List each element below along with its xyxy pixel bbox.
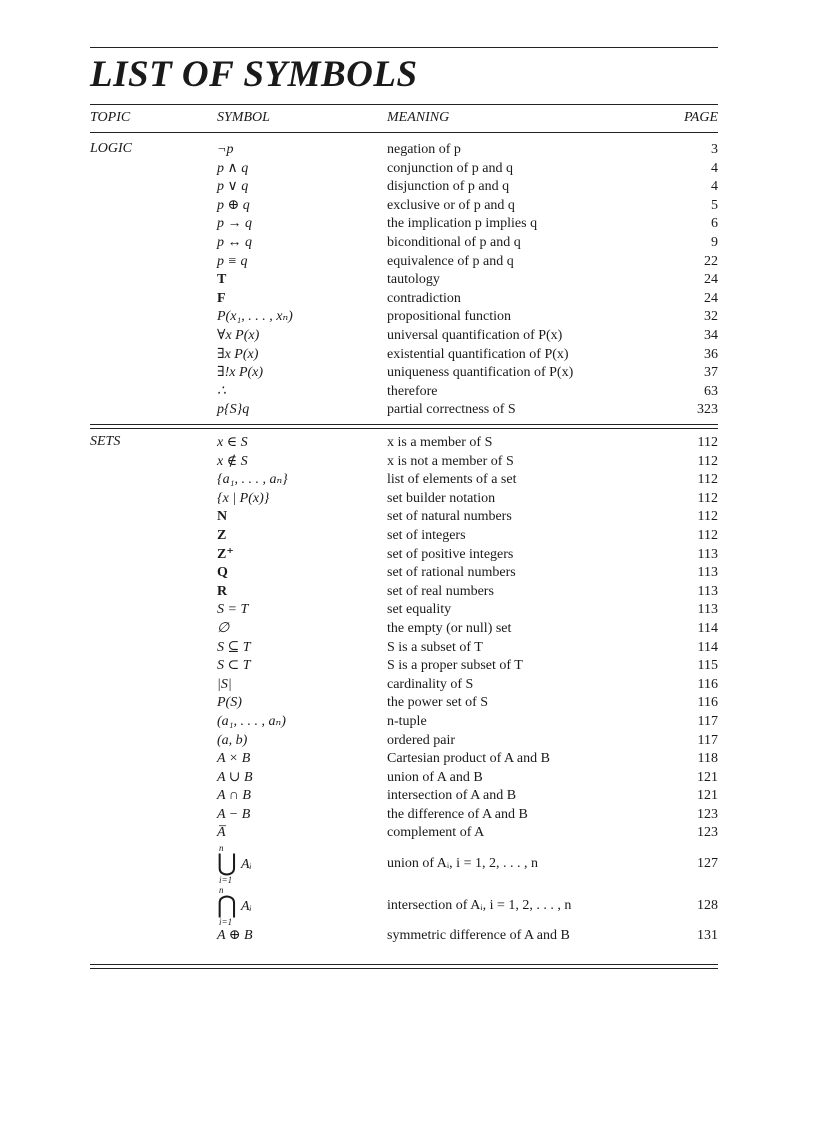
page-cell: 112 — [697, 490, 718, 506]
table-row — [90, 927, 718, 947]
table-row — [90, 327, 718, 346]
meaning-cell: union of Aᵢ, i = 1, 2, . . . , n — [387, 856, 538, 871]
page-cell: 118 — [697, 751, 718, 767]
symbol-cell: Z — [217, 527, 227, 543]
page-cell: 115 — [697, 658, 718, 674]
big-union-upper: n — [219, 843, 224, 853]
meaning-cell: partial correctness of S — [387, 402, 516, 418]
topic-label-sets: SETS — [90, 434, 121, 449]
meaning-cell: disjunction of p and q — [387, 179, 510, 195]
big-intersection-operand: Aᵢ — [241, 899, 252, 914]
meaning-cell: the difference of A and B — [387, 806, 528, 822]
symbol-cell: A ∪ B — [217, 769, 253, 785]
symbol-cell: p ⊕ q — [217, 197, 250, 213]
symbol-cell: A ⊕ B — [217, 928, 253, 943]
sets-rows — [90, 434, 718, 843]
meaning-cell: complement of A — [387, 825, 485, 841]
table-row — [90, 806, 718, 825]
symbol-cell: p ∧ q — [217, 160, 249, 176]
header-rule — [90, 132, 718, 133]
big-union-lower: i=1 — [219, 875, 233, 885]
meaning-cell: the power set of S — [387, 695, 489, 711]
symbol-cell: R — [217, 583, 228, 599]
table-row — [90, 197, 718, 216]
meaning-cell: set builder notation — [387, 490, 496, 506]
top-rule — [90, 47, 718, 48]
page-cell: 114 — [697, 620, 718, 636]
symbol-cell: x ∉ S — [217, 453, 248, 469]
symbol-cell: ∃x P(x) — [217, 346, 259, 362]
table-row — [90, 639, 718, 658]
symbol-cell: ∀x P(x) — [217, 327, 260, 343]
symbol-cell: S = T — [217, 602, 249, 618]
page-cell: 113 — [697, 565, 718, 581]
table-row — [90, 546, 718, 565]
meaning-cell: S is a proper subset of T — [387, 658, 523, 674]
table-row — [90, 434, 718, 453]
symbol-cell: ¬p — [217, 142, 234, 157]
page-cell: 113 — [697, 583, 718, 599]
table-row — [90, 346, 718, 365]
meaning-cell: universal quantification of P(x) — [387, 327, 563, 343]
table-row — [90, 290, 718, 309]
symbol-cell: T — [217, 272, 227, 288]
meaning-cell: x is a member of S — [387, 435, 493, 450]
table-row — [90, 160, 718, 179]
meaning-cell: set of integers — [387, 527, 466, 543]
page-cell: 112 — [697, 509, 718, 525]
meaning-cell: equivalence of p and q — [387, 253, 514, 269]
page-cell: 5 — [711, 197, 718, 213]
sets-bigop-rows — [90, 843, 718, 947]
table-row — [90, 508, 718, 527]
meaning-cell: list of elements of a set — [387, 472, 517, 488]
symbol-cell: Q — [217, 565, 228, 581]
meaning-cell: S is a subset of T — [387, 639, 483, 655]
page-cell: 3 — [711, 142, 718, 157]
table-row — [90, 601, 718, 620]
symbol-cell: p ∨ q — [217, 179, 249, 195]
symbol-cell: {x | P(x)} — [217, 490, 270, 506]
table-row — [90, 527, 718, 546]
table-row — [90, 471, 718, 490]
meaning-cell: set of real numbers — [387, 583, 494, 599]
symbol-cell: A̅ — [217, 825, 226, 841]
page-cell: 128 — [697, 898, 718, 913]
big-union-symbol — [217, 843, 257, 885]
table-row — [90, 215, 718, 234]
title-rule — [90, 104, 718, 105]
page-cell: 63 — [704, 383, 718, 399]
table-row — [90, 732, 718, 751]
table-row — [90, 824, 718, 843]
symbol-cell: S ⊆ T — [217, 639, 251, 655]
table-row — [90, 271, 718, 290]
table-row — [90, 234, 718, 253]
symbol-cell: A ∩ B — [217, 788, 251, 804]
meaning-cell: union of A and B — [387, 769, 483, 785]
symbol-cell: P(x₁, . . . , xₙ) — [217, 309, 293, 325]
table-row — [90, 583, 718, 602]
big-union-operand: Aᵢ — [241, 857, 252, 872]
page-cell: 36 — [704, 346, 718, 362]
page-cell: 37 — [704, 365, 718, 381]
big-union-glyph: ⋃ — [217, 851, 237, 877]
big-intersection-upper: n — [219, 885, 224, 895]
meaning-cell: cardinality of S — [387, 676, 474, 692]
header-topic: TOPIC — [90, 110, 131, 125]
header-page: PAGE — [684, 110, 718, 125]
meaning-cell: biconditional of p and q — [387, 234, 521, 250]
table-row — [90, 178, 718, 197]
symbol-cell: (a, b) — [217, 732, 248, 748]
meaning-cell: propositional function — [387, 309, 512, 325]
table-row — [90, 885, 718, 927]
meaning-cell: tautology — [387, 272, 440, 288]
symbol-cell: F — [217, 290, 226, 306]
page-cell: 123 — [697, 806, 718, 822]
big-intersection-glyph: ⋂ — [217, 893, 237, 919]
symbol-cell: A × B — [217, 751, 251, 767]
symbol-cell: A − B — [217, 806, 251, 822]
table-row — [90, 620, 718, 639]
table-row — [90, 490, 718, 509]
symbol-cell: p ↔ q — [217, 234, 252, 250]
table-row — [90, 383, 718, 402]
table-row — [90, 769, 718, 788]
meaning-cell: conjunction of p and q — [387, 160, 513, 176]
page-cell: 121 — [697, 769, 718, 785]
page-cell: 112 — [697, 472, 718, 488]
meaning-cell: set of natural numbers — [387, 509, 512, 525]
page-cell: 4 — [711, 179, 718, 195]
big-intersection-symbol — [217, 885, 257, 927]
page-cell: 113 — [697, 602, 718, 618]
table-row — [90, 253, 718, 272]
page-title: LIST OF SYMBOLS — [90, 54, 418, 95]
table-row — [90, 787, 718, 806]
table-row — [90, 676, 718, 695]
page-cell: 112 — [697, 435, 718, 450]
table-row — [90, 564, 718, 583]
page-cell: 112 — [697, 453, 718, 469]
symbol-cell: S ⊂ T — [217, 658, 251, 674]
meaning-cell: intersection of A and B — [387, 788, 517, 804]
symbol-cell: x ∈ S — [217, 435, 248, 450]
table-row — [90, 141, 718, 160]
big-intersection-lower: i=1 — [219, 917, 233, 927]
meaning-cell: set of rational numbers — [387, 565, 516, 581]
symbol-cell: P(S) — [217, 695, 242, 711]
symbol-cell: ∴ — [217, 383, 226, 399]
table-row — [90, 401, 718, 420]
page-cell: 24 — [704, 272, 718, 288]
bottom-rule — [90, 964, 718, 965]
page-cell: 32 — [704, 309, 718, 325]
meaning-cell: the implication p implies q — [387, 216, 538, 232]
page-cell: 323 — [697, 402, 718, 418]
table-row — [90, 364, 718, 383]
table-header — [90, 107, 718, 131]
table-row — [90, 750, 718, 769]
page-cell: 112 — [697, 527, 718, 543]
section-divider — [90, 424, 718, 425]
logic-rows — [90, 141, 718, 420]
page-cell: 34 — [704, 327, 718, 343]
meaning-cell: x is not a member of S — [387, 453, 514, 469]
symbol-cell: Z⁺ — [217, 546, 234, 562]
page-cell: 121 — [697, 788, 718, 804]
meaning-cell: Cartesian product of A and B — [387, 751, 550, 767]
page-cell: 113 — [697, 546, 718, 562]
page-cell: 117 — [697, 732, 718, 748]
meaning-cell: set equality — [387, 602, 452, 618]
meaning-cell: negation of p — [387, 142, 461, 157]
meaning-cell: set of positive integers — [387, 546, 514, 562]
page-cell: 24 — [704, 290, 718, 306]
table-row — [90, 694, 718, 713]
page-cell: 117 — [697, 713, 718, 729]
symbol-cell: ∅ — [217, 620, 230, 636]
page-cell: 22 — [704, 253, 718, 269]
page-cell: 4 — [711, 160, 718, 176]
page-cell: 116 — [697, 695, 718, 711]
meaning-cell: n-tuple — [387, 713, 427, 729]
table-row — [90, 713, 718, 732]
page-cell: 131 — [697, 928, 718, 943]
meaning-cell: therefore — [387, 383, 438, 399]
symbol-cell: |S| — [217, 676, 232, 692]
meaning-cell: the empty (or null) set — [387, 620, 512, 636]
table-row — [90, 843, 718, 885]
meaning-cell: exclusive or of p and q — [387, 197, 515, 213]
symbol-cell: (a₁, . . . , aₙ) — [217, 713, 286, 729]
page-cell: 114 — [697, 639, 718, 655]
page-cell: 116 — [697, 676, 718, 692]
meaning-cell: uniqueness quantification of P(x) — [387, 365, 574, 381]
table-row — [90, 657, 718, 676]
symbol-cell: p → q — [217, 216, 252, 232]
page-cell: 123 — [697, 825, 718, 841]
meaning-cell: existential quantification of P(x) — [387, 346, 569, 362]
symbol-cell: p ≡ q — [217, 253, 248, 269]
symbol-cell: N — [217, 509, 228, 525]
symbol-cell: {a₁, . . . , aₙ} — [217, 472, 288, 488]
meaning-cell: contradiction — [387, 290, 461, 306]
meaning-cell: intersection of Aᵢ, i = 1, 2, . . . , n — [387, 898, 572, 913]
table-row — [90, 308, 718, 327]
meaning-cell: symmetric difference of A and B — [387, 928, 570, 943]
page-cell: 6 — [711, 216, 718, 232]
table-row — [90, 453, 718, 472]
symbol-cell: p{S}q — [217, 402, 250, 418]
page-cell: 9 — [711, 234, 718, 250]
topic-label-logic: LOGIC — [90, 141, 133, 156]
header-symbol: SYMBOL — [217, 110, 270, 125]
symbol-cell: ∃!x P(x) — [217, 365, 264, 381]
meaning-cell: ordered pair — [387, 732, 456, 748]
header-meaning: MEANING — [387, 110, 450, 125]
page-cell: 127 — [697, 856, 718, 871]
